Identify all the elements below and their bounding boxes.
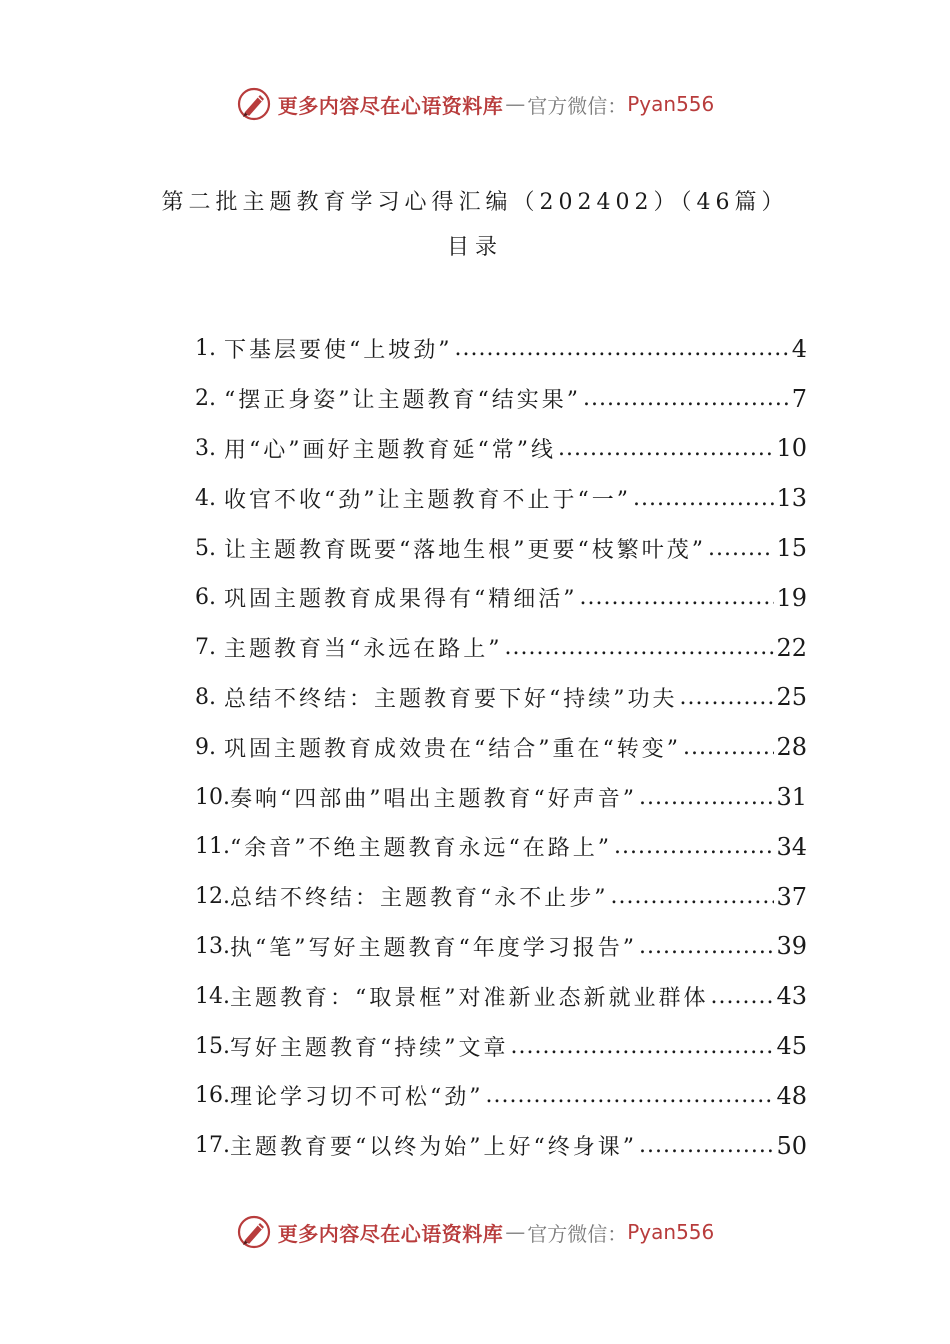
toc-entry-number: 12. — [195, 884, 230, 910]
toc-entry-title: 巩固主题教育成效贵在“结合”重在“转变” — [224, 736, 681, 762]
watermark-text: 更多内容尽在心语资料库 — [277, 1221, 504, 1246]
toc-entry-page: 4 — [791, 334, 807, 363]
watermark-header — [0, 84, 950, 124]
toc-entry-page: 7 — [791, 384, 807, 413]
document-subtitle: 目录 — [446, 235, 503, 260]
toc-dot-leader — [639, 1133, 774, 1158]
toc-entry[interactable] — [195, 971, 807, 1021]
toc-dot-leader — [580, 585, 775, 610]
toc-entry-number: 2. — [195, 386, 216, 412]
toc-entry-title: 理论学习切不可松“劲” — [230, 1085, 484, 1111]
toc-entry[interactable] — [195, 623, 807, 673]
toc-entry[interactable] — [195, 424, 807, 474]
toc-entry-page: 15 — [776, 534, 807, 563]
toc-entry-number: 4. — [195, 485, 216, 511]
toc-entry-page: 19 — [776, 583, 807, 612]
toc-dot-leader — [558, 436, 774, 461]
toc-entry[interactable] — [195, 1071, 807, 1121]
toc-entry-page: 31 — [776, 783, 807, 812]
toc-entry-number: 16. — [195, 1083, 230, 1109]
toc-entry-page: 25 — [776, 683, 807, 712]
toc-entry-number: 9. — [195, 734, 216, 760]
toc-entry-title: 收官不收“劲”让主题教育不止于“一” — [224, 487, 631, 513]
toc-entry-title: 巩固主题教育成果得有“精细活” — [224, 587, 578, 613]
toc-entry-number: 7. — [195, 635, 216, 661]
toc-entry[interactable] — [195, 722, 807, 772]
toc-entry-page: 13 — [776, 484, 807, 513]
toc-dot-leader — [511, 1034, 775, 1059]
toc-dot-leader — [639, 934, 774, 959]
toc-entry[interactable] — [195, 473, 807, 523]
toc-entry-number: 8. — [195, 684, 216, 710]
toc-entry-title: 总结不终结：主题教育“永不止步” — [230, 886, 609, 912]
toc-entry-number: 15. — [195, 1033, 230, 1059]
toc-entry[interactable] — [195, 673, 807, 723]
toc-dot-leader — [711, 984, 775, 1009]
toc-entry-page: 37 — [776, 882, 807, 911]
toc-entry-page: 45 — [776, 1032, 807, 1061]
toc-entry[interactable] — [195, 1021, 807, 1071]
watermark-label: 官方微信： — [527, 93, 628, 118]
toc-entry[interactable] — [195, 523, 807, 573]
table-of-contents — [195, 324, 807, 1171]
toc-entry-title: 总结不终结：主题教育要下好“持续”功夫 — [224, 686, 678, 712]
toc-entry-number: 1. — [195, 336, 216, 362]
toc-entry[interactable] — [195, 922, 807, 972]
toc-entry-title: 主题教育要“以终为始”上好“终身课” — [230, 1135, 637, 1161]
toc-entry-number: 11. — [195, 834, 230, 860]
toc-entry-title: 奏响“四部曲”唱出主题教育“好声音” — [230, 786, 637, 812]
toc-entry-page: 22 — [776, 633, 807, 662]
toc-entry-title: 写好主题教育“持续”文章 — [230, 1035, 509, 1061]
document-title: 第二批主题教育学习心得汇编（202402）（46篇） — [161, 190, 789, 215]
toc-dot-leader — [611, 884, 775, 909]
toc-entry[interactable] — [195, 374, 807, 424]
toc-entry-number: 3. — [195, 435, 216, 461]
toc-entry-number: 10. — [195, 784, 230, 810]
toc-entry[interactable] — [195, 324, 807, 374]
toc-entry[interactable] — [195, 872, 807, 922]
toc-entry-title: 主题教育：“取景框”对准新业态新就业群体 — [230, 985, 709, 1011]
toc-dot-leader — [505, 635, 775, 660]
toc-entry-number: 17. — [195, 1133, 230, 1159]
toc-entry-title: “余音”不绝主题教育永远“在路上” — [230, 836, 612, 862]
toc-entry-number: 14. — [195, 983, 230, 1009]
toc-entry-number: 6. — [195, 585, 216, 611]
toc-dot-leader — [583, 386, 790, 411]
toc-entry-title: 下基层要使“上坡劲” — [224, 338, 453, 364]
toc-entry-page: 39 — [776, 932, 807, 961]
toc-entry-page: 50 — [776, 1131, 807, 1160]
toc-dot-leader — [680, 685, 775, 710]
watermark-label: 官方微信： — [527, 1221, 628, 1246]
pen-logo-icon — [236, 86, 272, 122]
toc-dot-leader — [633, 486, 774, 511]
toc-dot-leader — [486, 1083, 775, 1108]
watermark-wechat-id: Pyan556 — [627, 1220, 715, 1244]
toc-dot-leader — [708, 536, 774, 561]
toc-entry-title: 用“心”画好主题教育延“常”线 — [224, 437, 556, 463]
toc-entry-page: 34 — [776, 832, 807, 861]
toc-dot-leader — [455, 336, 790, 361]
toc-dot-leader — [614, 834, 774, 859]
toc-entry-page: 43 — [776, 982, 807, 1011]
watermark-dash: — — [505, 1220, 526, 1244]
toc-entry-number: 13. — [195, 933, 230, 959]
watermark-footer — [0, 1212, 950, 1252]
toc-entry-number: 5. — [195, 535, 216, 561]
watermark-wechat-id: Pyan556 — [627, 92, 715, 116]
toc-entry[interactable] — [195, 573, 807, 623]
toc-dot-leader — [639, 785, 774, 810]
toc-entry-title: 让主题教育既要“落地生根”更要“枝繁叶茂” — [224, 537, 706, 563]
toc-entry-page: 28 — [776, 733, 807, 762]
toc-entry-title: 主题教育当“永远在路上” — [224, 637, 503, 663]
toc-entry-title: 执“笔”写好主题教育“年度学习报告” — [230, 935, 637, 961]
toc-entry-title: “摆正身姿”让主题教育“结实果” — [224, 388, 581, 414]
watermark-text: 更多内容尽在心语资料库 — [277, 93, 504, 118]
toc-entry[interactable] — [195, 1121, 807, 1171]
toc-entry[interactable] — [195, 822, 807, 872]
toc-entry-page: 48 — [776, 1081, 807, 1110]
toc-dot-leader — [683, 735, 774, 760]
toc-entry[interactable] — [195, 772, 807, 822]
toc-entry-page: 10 — [776, 434, 807, 463]
pen-logo-icon — [236, 1214, 272, 1250]
watermark-dash: — — [505, 92, 526, 116]
